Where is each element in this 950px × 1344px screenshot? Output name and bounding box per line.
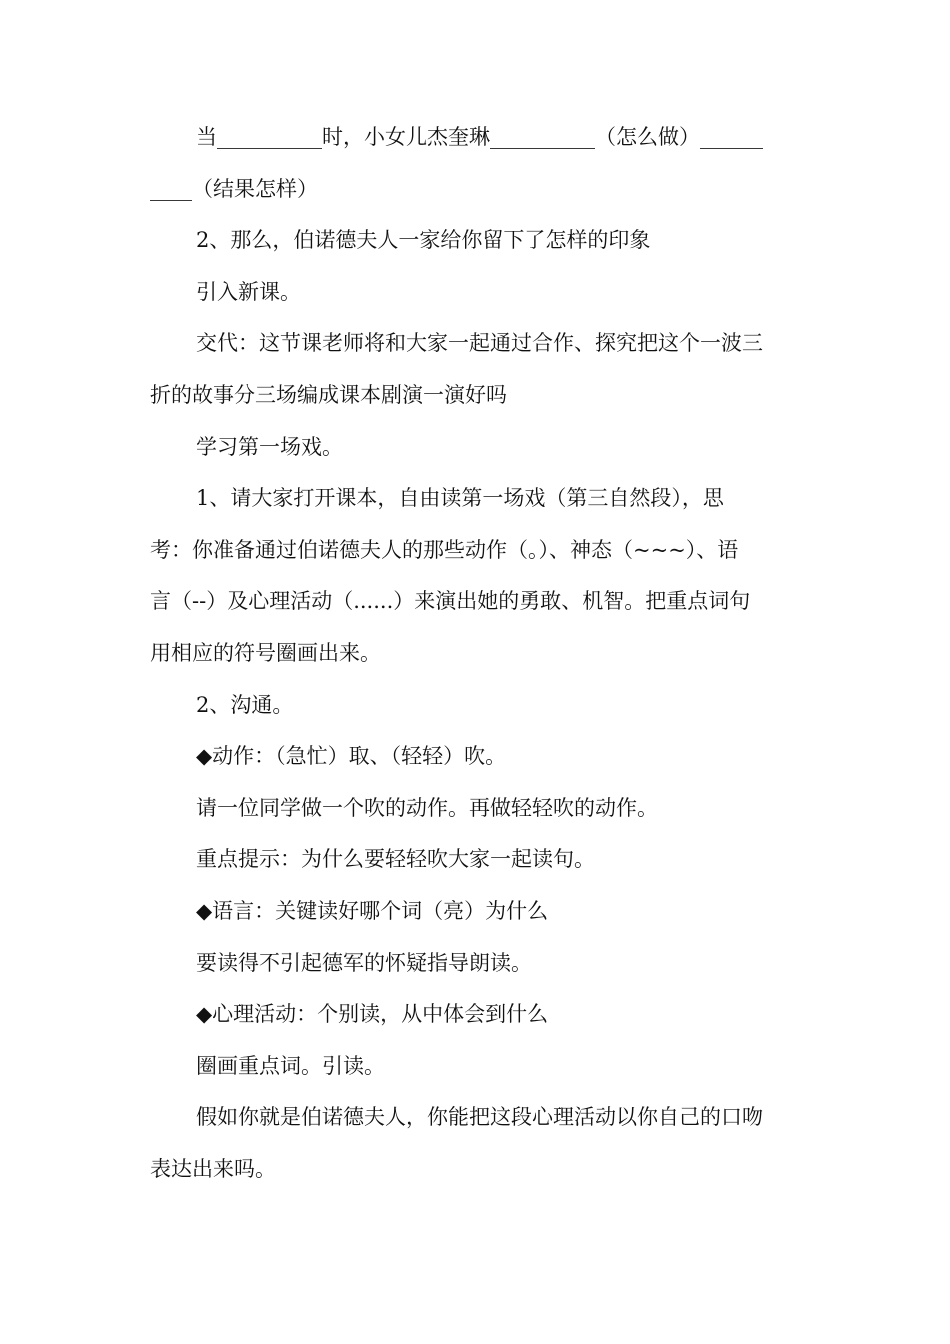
paragraph-line: 假如你就是伯诺德夫人，你能把这段心理活动以你自己的口吻 bbox=[196, 1105, 763, 1130]
paragraph-line: 言（--）及心理活动（......）来演出她的勇敢、机智。把重点词句 bbox=[150, 589, 751, 614]
paragraph-line: 表达出来吗。 bbox=[150, 1156, 276, 1181]
paragraph-line: 引入新课。 bbox=[196, 279, 301, 304]
paragraph-line: 2、那么，伯诺德夫人一家给你留下了怎样的印象 bbox=[196, 228, 651, 253]
paragraph-line: 交代：这节课老师将和大家一起通过合作、探究把这个一波三 bbox=[196, 331, 763, 356]
paragraph-line: 当__________时，小女儿杰奎琳__________（怎么做）______ bbox=[196, 125, 763, 149]
paragraph-line: 重点提示：为什么要轻轻吹大家一起读句。 bbox=[196, 847, 595, 872]
paragraph-line: 折的故事分三场编成课本剧演一演好吗 bbox=[150, 382, 507, 407]
paragraph-line: 请一位同学做一个吹的动作。再做轻轻吹的动作。 bbox=[196, 795, 658, 820]
document-body bbox=[150, 112, 802, 1195]
paragraph-line: 考：你准备通过伯诺德夫人的那些动作（。）、神态（~~~）、语 bbox=[150, 537, 739, 562]
paragraph-line: ◆动作：（急忙）取、（轻轻）吹。 bbox=[196, 744, 507, 769]
paragraph-line: 2、沟通。 bbox=[196, 692, 294, 717]
paragraph-line: ____（结果怎样） bbox=[150, 176, 318, 201]
paragraph-line: 1、请大家打开课本，自由读第一场戏（第三自然段），思 bbox=[196, 486, 724, 511]
paragraph-line: 要读得不引起德军的怀疑指导朗读。 bbox=[196, 950, 532, 975]
paragraph-line: 圈画重点词。引读。 bbox=[196, 1053, 385, 1078]
paragraph-line: ◆心理活动：个别读，从中体会到什么 bbox=[196, 1002, 549, 1027]
paragraph-line: 用相应的符号圈画出来。 bbox=[150, 640, 381, 665]
paragraph-line: 学习第一场戏。 bbox=[196, 434, 343, 459]
paragraph-line: ◆语言：关键读好哪个词（亮）为什么 bbox=[196, 898, 549, 923]
